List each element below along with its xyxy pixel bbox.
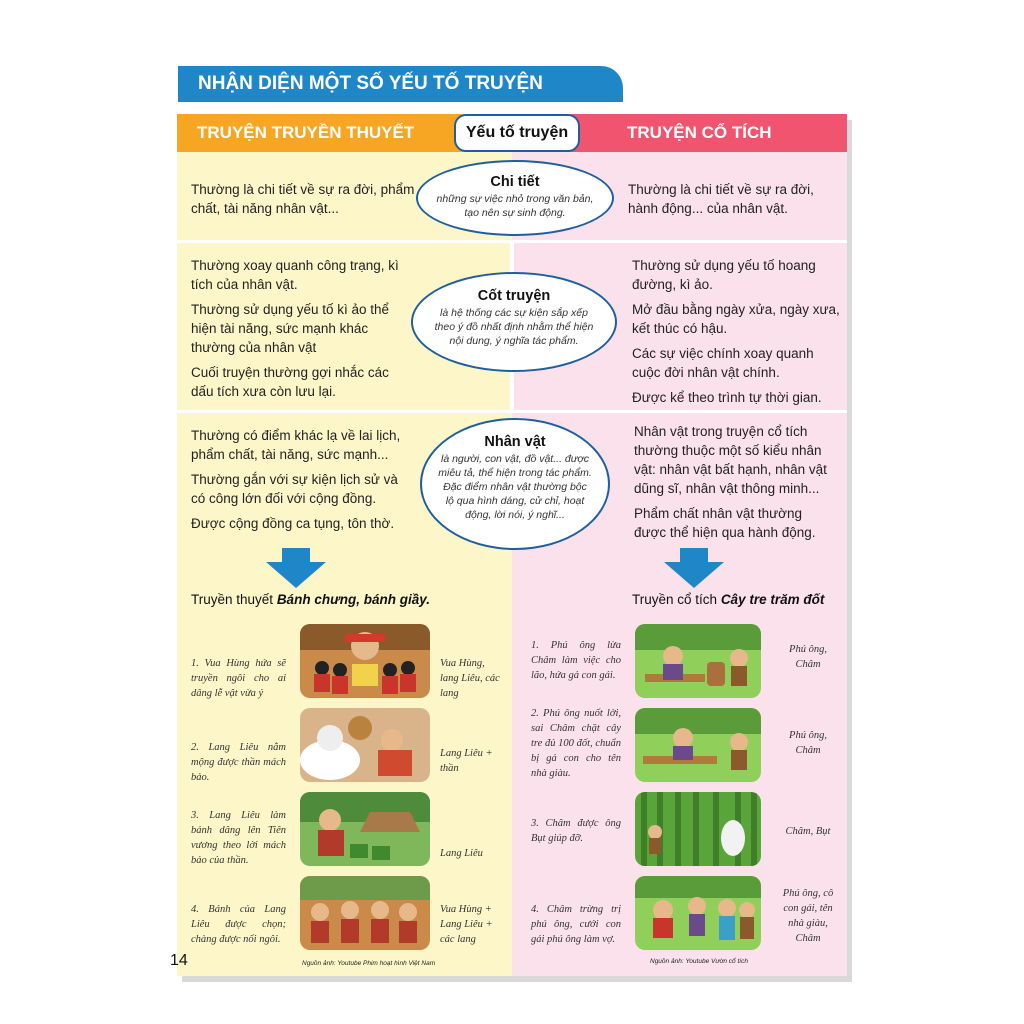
scene-illustration-coronation <box>300 876 430 950</box>
fairytale-scene-3-chars: Châm, Bụt <box>785 826 831 837</box>
row3-fairytale-text-1: Nhân vật trong truyện cổ tích thường thuộc một số kiểu nhân vật: nhân vật bất hạnh, nhân vật dũng sĩ, nhân vật thông minh... <box>634 424 827 496</box>
story-name: Cây tre trăm đốt <box>720 592 825 607</box>
row2-legend-text-3: Cuối truyện thường gợi nhắc các dấu tích xưa còn lưu lại. <box>191 365 389 399</box>
fairytale-scene-1-chars: Phú ông, Châm <box>789 644 827 670</box>
legend-scene-2-text: 2. Lang Liêu nằm mộng được thần mách bảo. <box>191 742 286 783</box>
scene-illustration-lang-lieu-dream <box>300 708 430 782</box>
legend-image-source <box>302 960 435 967</box>
source-name: Youtube Vườn cổ tích <box>685 958 748 965</box>
legend-scene-2-chars: Lang Liêu + thần <box>440 748 493 774</box>
row1-legend-cell <box>191 180 416 224</box>
row1-fairytale-cell <box>628 180 838 224</box>
row1-fairytale-text: Thường là chi tiết về sự ra đời, hành động... của nhân vật. <box>628 182 814 216</box>
row2-fairytale-text-2-content: Mở đầu bằng ngày xửa, ngày xưa, kết thúc có hậu. <box>632 302 840 336</box>
row2-fairytale-text-2 <box>632 300 844 338</box>
row2-fairytale-text-3: Các sự việc chính xoay quanh cuộc đời nhân vật chính. <box>632 346 814 380</box>
element-definition: là hệ thống các sự kiện sắp xếp theo ý đồ nhất định nhằm thể hiện nội dung, ý nghĩa tác phẩm. <box>434 307 594 347</box>
legend-scene-3-chars: Lang Liêu <box>440 848 483 859</box>
header-story-element: Yếu tố truyện <box>454 114 580 152</box>
page-title: NHẬN DIỆN MỘT SỐ YẾU TỐ TRUYỆN <box>178 66 623 102</box>
down-arrow-icon <box>664 548 724 588</box>
row3-legend-text-2: Thường gắn với sự kiện lịch sử và có công lớn đối với cộng đồng. <box>191 472 398 506</box>
element-definition: là người, con vật, đồ vật... được miêu tả, thể hiện trong tác phẩm. Đặc điểm nhân vật thường bộc lộ qua hình dáng, cử chỉ, hoạt động, lời nói, ý nghĩ... <box>438 453 592 521</box>
oval-cot-truyen <box>411 272 617 372</box>
element-name: Nhân vật <box>484 434 546 450</box>
element-name: Chi tiết <box>490 174 540 190</box>
element-definition: những sự việc nhỏ trong văn bản, tạo nên sự sinh động. <box>436 193 594 219</box>
row2-legend-text-1: Thường xoay quanh công trạng, kì tích của nhân vật. <box>191 258 399 292</box>
row2-fairytale-text-4: Được kể theo trình tự thời gian. <box>632 390 822 405</box>
fairytale-scene-4-text: 4. Châm trừng trị phú ông, cưới con gái phú ông làm vợ. <box>531 904 621 945</box>
legend-scene-4-text: 4. Bánh của Lang Liêu được chọn; chàng được nối ngôi. <box>191 904 286 945</box>
scene-illustration-making-cake <box>300 792 430 866</box>
fairytale-image-source <box>650 958 748 965</box>
source-label: Nguồn ảnh: <box>302 960 336 967</box>
story-prefix: Truyền thuyết <box>191 592 274 607</box>
fairytale-scene-2-chars: Phú ông, Châm <box>789 730 827 756</box>
story-name: Bánh chưng, bánh giầy. <box>276 592 430 607</box>
scene-illustration-vua-hung <box>300 624 430 698</box>
legend-scene-1-text: 1. Vua Hùng hứa sẽ truyền ngôi cho ai dâng lễ vật vừa ý <box>191 658 286 699</box>
fairytale-scene-2-text: 2. Phú ông nuốt lời, sai Châm chặt cây tre đủ 100 đốt, chuẩn bị gả con cho tên nhà giàu. <box>531 708 621 779</box>
scene-illustration-phu-ong-breaks-promise <box>635 708 761 782</box>
row3-fairytale-text-2: Phẩm chất nhân vật thường được thể hiện qua hành động. <box>634 506 816 540</box>
legend-story-title <box>191 592 430 607</box>
oval-nhan-vat <box>420 418 610 550</box>
row3-legend-text-3: Được cộng đồng ca tụng, tôn thờ. <box>191 516 395 531</box>
fairytale-story-title <box>632 592 824 607</box>
header-legend: TRUYỆN TRUYỀN THUYẾT <box>177 114 512 152</box>
row3-legend-text-1: Thường có điểm khác lạ về lai lịch, phẩm chất, tài năng, sức mạnh... <box>191 428 401 462</box>
scene-illustration-punishment <box>635 876 761 950</box>
legend-scene-1-chars: Vua Hùng, lang Liêu, các lang <box>440 658 500 699</box>
row2-legend-cell <box>191 256 403 407</box>
legend-scene-4-chars: Vua Hùng + Lang Liêu + các lang <box>440 904 493 945</box>
header-fairytale: TRUYỆN CỔ TÍCH <box>512 114 847 152</box>
row1-legend-text: Thường là chi tiết về sự ra đời, phẩm chất, tài năng nhân vật... <box>191 182 415 216</box>
row3-fairytale-cell <box>634 422 836 548</box>
legend-scene-3-text: 3. Lang Liêu làm bánh dâng lên Tiên vương theo lời mách bảo của thần. <box>191 810 286 866</box>
down-arrow-icon <box>266 548 326 588</box>
scene-illustration-phu-ong-deceives <box>635 624 761 698</box>
fairytale-scene-3-text: 3. Châm được ông Bụt giúp đỡ. <box>531 818 621 844</box>
element-name: Cốt truyện <box>477 288 551 304</box>
source-name: Youtube Phim hoạt hình Việt Nam <box>337 960 436 967</box>
row2-legend-text-2: Thường sử dụng yếu tố kì ảo thể hiện tài năng, sức mạnh khác thường của nhân vật <box>191 302 390 355</box>
row2-fairytale-cell <box>632 256 844 413</box>
fairytale-scene-4-chars: Phú ông, cô con gái, tên nhà giàu, Châm <box>782 888 834 944</box>
oval-chi-tiet <box>416 160 614 236</box>
fairytale-scene-1-text: 1. Phú ông lừa Châm làm việc cho lão, hứa gả con gái. <box>531 640 621 681</box>
row3-legend-cell <box>191 426 406 539</box>
row2-fairytale-text-1: Thường sử dụng yếu tố hoang đường, kì ảo. <box>632 258 816 292</box>
source-label: Nguồn ảnh: <box>650 958 684 965</box>
scene-illustration-bamboo-forest <box>635 792 761 866</box>
story-prefix: Truyền cổ tích <box>632 592 718 607</box>
page-number: 14 <box>170 952 188 969</box>
